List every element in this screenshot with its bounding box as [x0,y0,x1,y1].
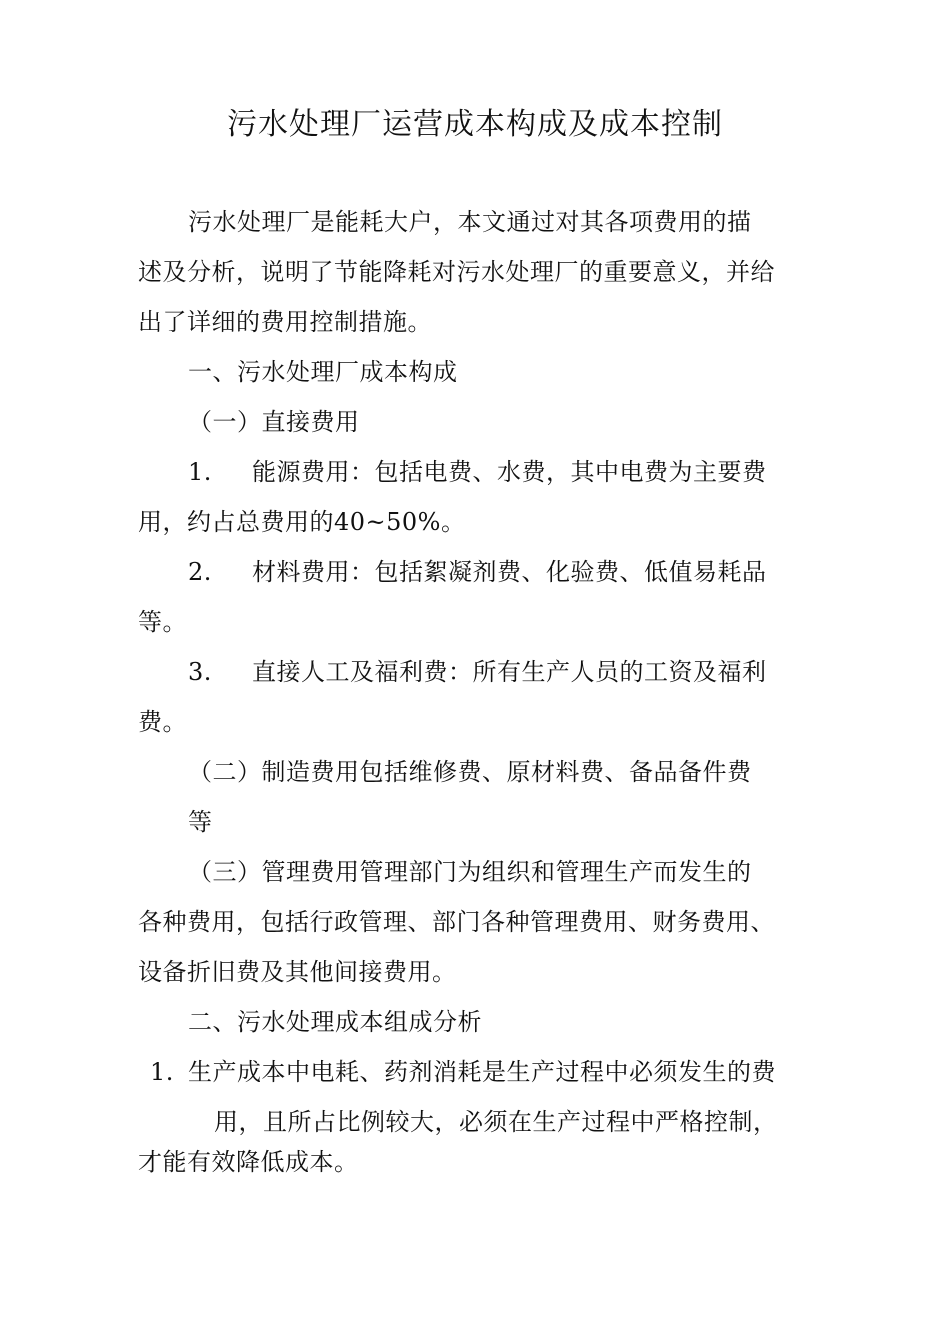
subsection-manufacturing-costs: （二）制造费用包括维修费、原材料费、备品备件费 [188,758,752,786]
list-item-1-continuation: 用，约占总费用的40~50%。 [138,508,466,536]
intro-line-3: 出了详细的费用控制措施。 [138,308,432,336]
subsection-management-costs: （三）管理费用管理部门为组织和管理生产而发生的 [188,858,752,886]
list-item-3-continuation: 费。 [138,708,187,736]
list-item-text: 生产成本中电耗、药剂消耗是生产过程中必须发生的费 [188,1058,776,1086]
list-item-number: 3. [188,658,212,686]
subsection-management-costs-line-2: 各种费用，包括行政管理、部门各种管理费用、财务费用、 [138,908,775,936]
section-heading-2: 二、污水处理成本组成分析 [188,1008,482,1036]
analysis-item-1-line-2: 用，且所占比例较大，必须在生产过程中严格控制， [214,1108,778,1136]
list-item-2 [188,552,767,592]
intro-line-2: 述及分析，说明了节能降耗对污水处理厂的重要意义，并给 [138,258,775,286]
list-item-3 [188,652,767,692]
list-item-text: 直接人工及福利费：所有生产人员的工资及福利 [252,658,767,686]
intro-line-1: 污水处理厂是能耗大户，本文通过对其各项费用的描 [188,208,752,236]
analysis-item-1-line-3: 才能有效降低成本。 [138,1148,359,1176]
list-item-number: 1. [150,1058,174,1086]
list-item-text: 材料费用：包括絮凝剂费、化验费、低值易耗品 [252,558,767,586]
list-item-1 [188,452,767,492]
list-item-text: 能源费用：包括电费、水费，其中电费为主要费 [252,458,767,486]
section-heading-1: 一、污水处理厂成本构成 [188,358,458,386]
list-item-number: 2. [188,558,212,586]
analysis-item-1 [150,1052,776,1092]
list-item-number: 1. [188,458,212,486]
subsection-heading-direct-costs: （一）直接费用 [188,408,360,436]
subsection-manufacturing-costs-continuation: 等 [188,808,213,836]
subsection-management-costs-line-3: 设备折旧费及其他间接费用。 [138,958,457,986]
document-title: 污水处理厂运营成本构成及成本控制 [227,107,723,142]
list-item-2-continuation: 等。 [138,608,187,636]
